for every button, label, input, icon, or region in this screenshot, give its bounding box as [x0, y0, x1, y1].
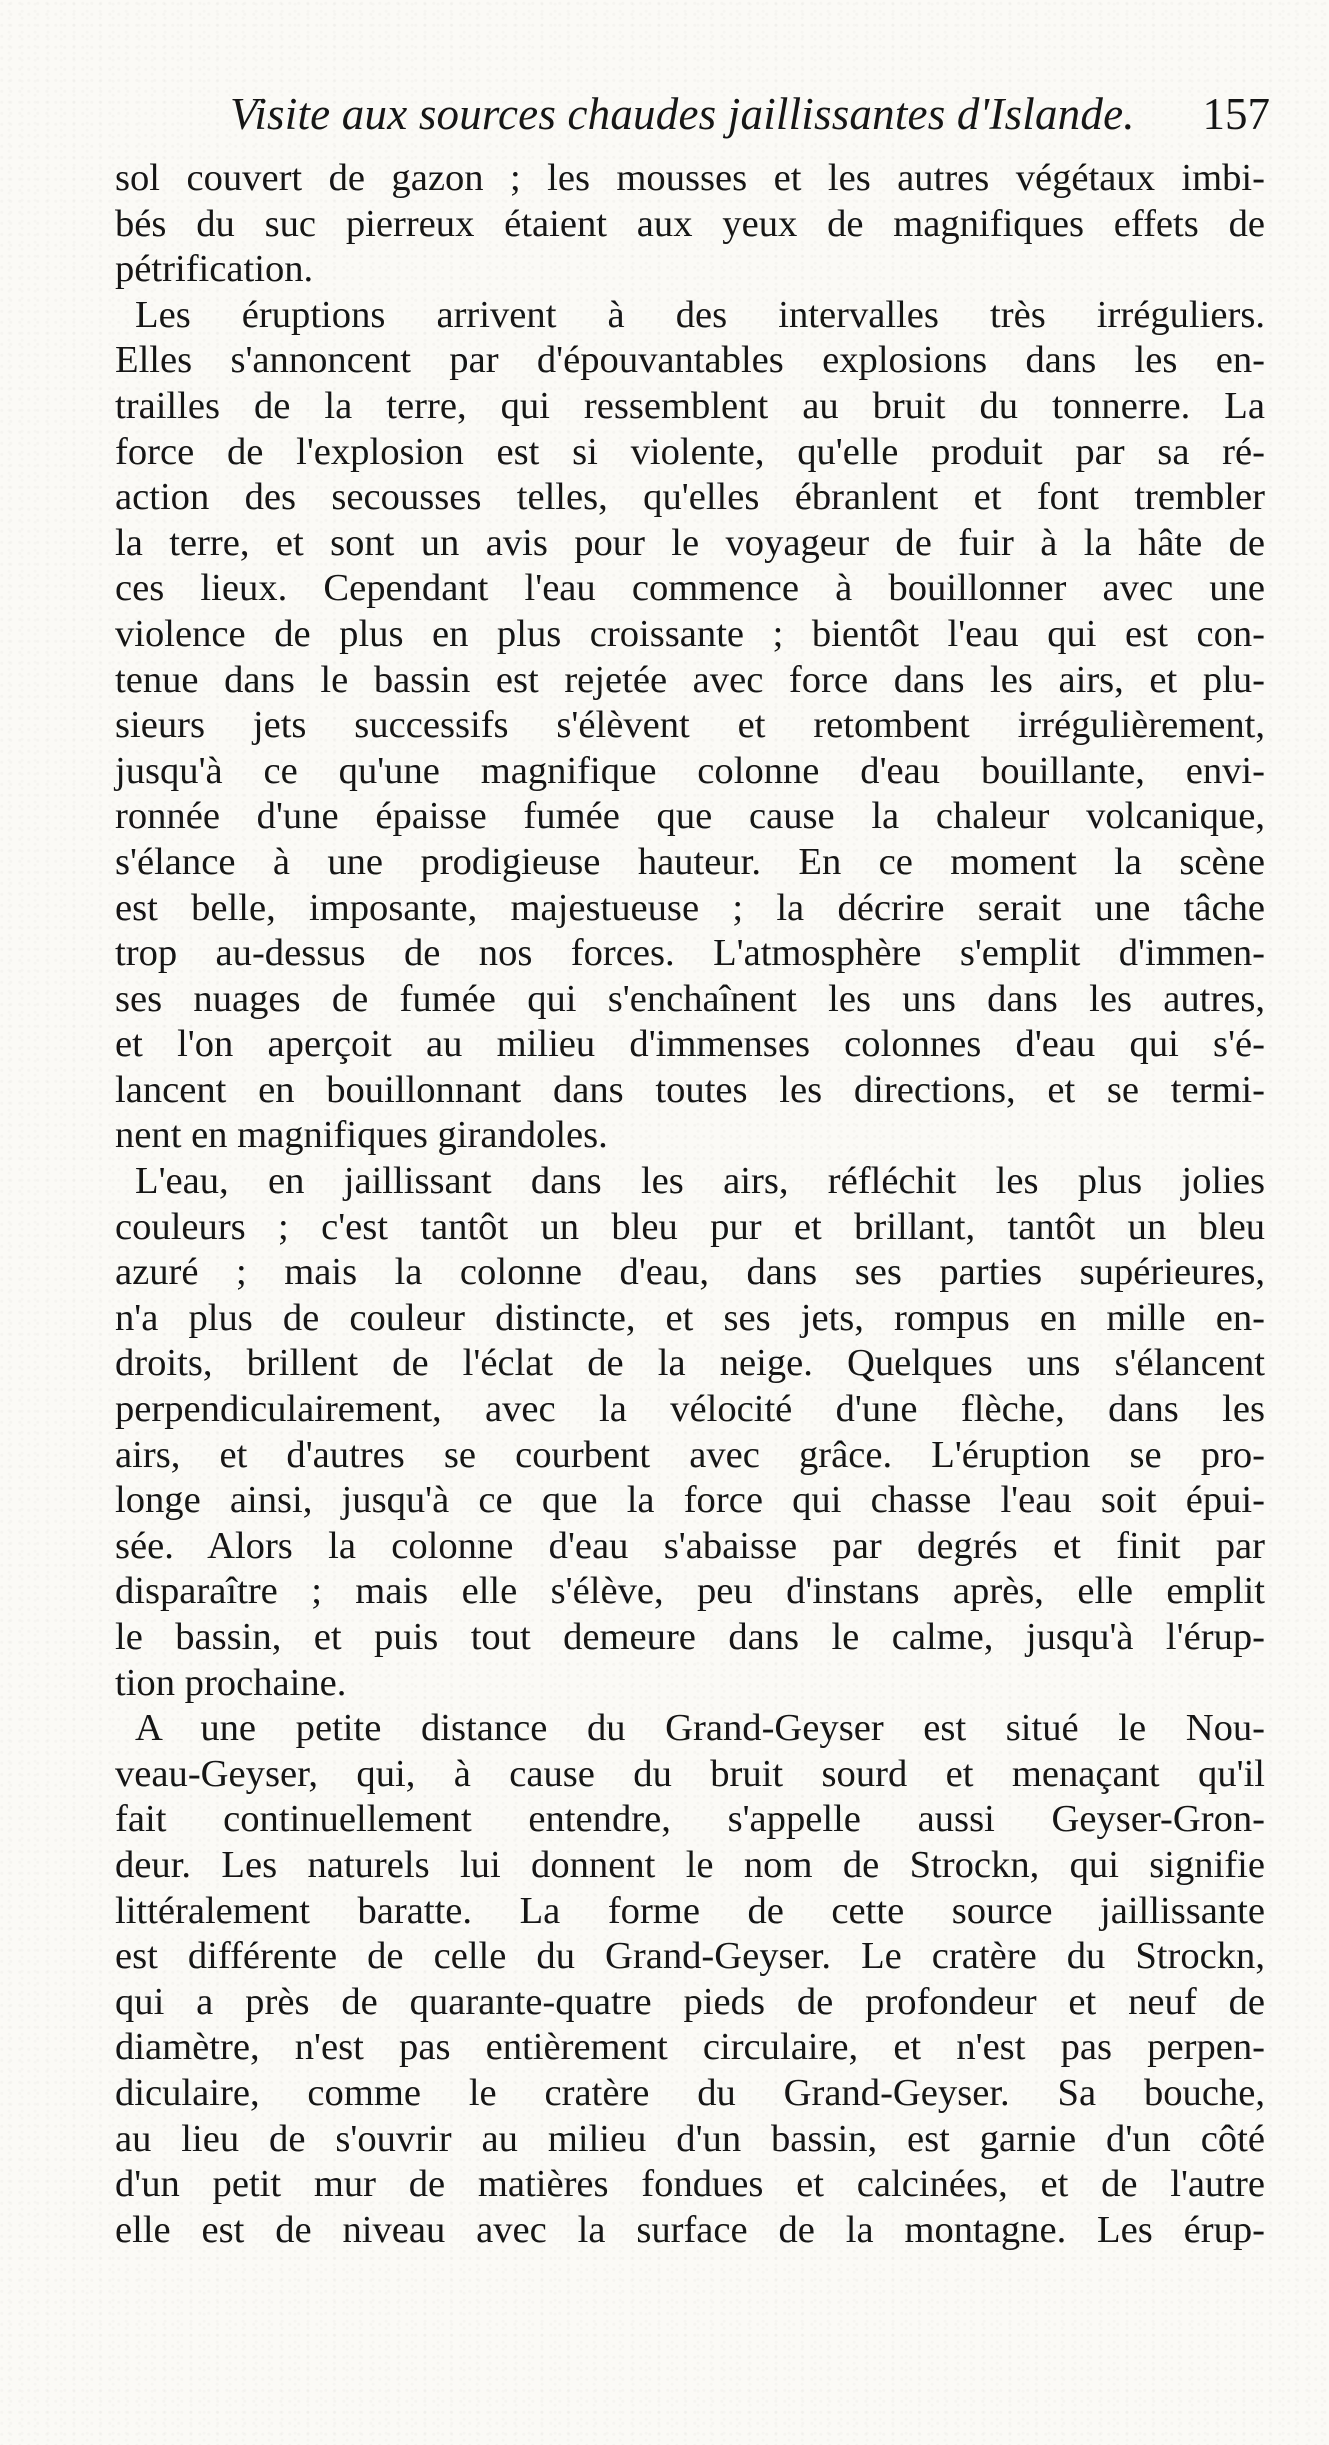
text-line: force de l'explosion est si violente, qu'elle produit par sa ré-	[115, 430, 1265, 473]
text-line: littéralement baratte. La forme de cette source jaillissante	[115, 1889, 1265, 1932]
text-line: couleurs ; c'est tantôt un bleu pur et brillant, tantôt un bleu	[115, 1205, 1265, 1248]
text-line: n'a plus de couleur distincte, et ses jets, rompus en mille en-	[115, 1296, 1265, 1339]
text-line: sée. Alors la colonne d'eau s'abaisse par degrés et finit par	[115, 1524, 1265, 1567]
running-title: Visite aux sources chaudes jaillissantes d'Islande.	[230, 89, 1135, 139]
text-line: qui a près de quarante-quatre pieds de profondeur et neuf de	[115, 1980, 1265, 2023]
text-line: tion prochaine.	[115, 1661, 347, 1704]
text-line: Elles s'annoncent par d'épouvantables explosions dans les en-	[115, 339, 1265, 382]
text-line: ses nuages de fumée qui s'enchaînent les uns dans les autres,	[115, 977, 1265, 1020]
text-line: elle est de niveau avec la surface de la montagne. Les érup-	[115, 2208, 1265, 2251]
text-line: jusqu'à ce qu'une magnifique colonne d'eau bouillante, envi-	[115, 749, 1265, 792]
text-line: disparaître ; mais elle s'élève, peu d'instans après, elle emplit	[115, 1570, 1265, 1613]
text-line: Les éruptions arrivent à des intervalles très irréguliers.	[135, 293, 1265, 336]
text-line: sol couvert de gazon ; les mousses et les autres végétaux imbi-	[115, 157, 1265, 199]
text-line: ces lieux. Cependant l'eau commence à bouillonner avec une	[115, 567, 1265, 610]
text-line: airs, et d'autres se courbent avec grâce. L'éruption se pro-	[115, 1433, 1265, 1476]
text-line: L'eau, en jaillissant dans les airs, réfléchit les plus jolies	[135, 1160, 1265, 1203]
text-line: deur. Les naturels lui donnent le nom de Strockn, qui signifie	[115, 1843, 1265, 1886]
text-line: trailles de la terre, qui ressemblent au bruit du tonnerre. La	[115, 384, 1265, 427]
text-line: trop au-dessus de nos forces. L'atmosphère s'emplit d'immen-	[115, 932, 1265, 975]
text-line: action des secousses telles, qu'elles ébranlent et font trembler	[115, 476, 1265, 519]
text-line: azuré ; mais la colonne d'eau, dans ses parties supérieures,	[115, 1251, 1265, 1294]
text-line: tenue dans le bassin est rejetée avec force dans les airs, et plu-	[115, 658, 1265, 701]
text-line: la terre, et sont un avis pour le voyageur de fuir à la hâte de	[115, 521, 1265, 564]
text-line: est différente de celle du Grand-Geyser. Le cratère du Strockn,	[115, 1935, 1265, 1978]
text-line: diamètre, n'est pas entièrement circulaire, et n'est pas perpen-	[115, 2026, 1265, 2069]
body-text	[115, 156, 1265, 2253]
text-line: sieurs jets successifs s'élèvent et retombent irrégulièrement,	[115, 704, 1265, 747]
text-line: veau-Geyser, qui, à cause du bruit sourd et menaçant qu'il	[115, 1752, 1265, 1795]
text-line: diculaire, comme le cratère du Grand-Geyser. Sa bouche,	[115, 2071, 1265, 2114]
text-line: le bassin, et puis tout demeure dans le calme, jusqu'à l'érup-	[115, 1616, 1265, 1658]
text-line: fait continuellement entendre, s'appelle aussi Geyser-Gron-	[115, 1798, 1265, 1841]
text-line: droits, brillent de l'éclat de la neige. Quelques uns s'élancent	[115, 1342, 1265, 1385]
page-number: 157	[1202, 89, 1270, 139]
text-line: s'élance à une prodigieuse hauteur. En ce moment la scène	[115, 840, 1265, 883]
text-line: violence de plus en plus croissante ; bientôt l'eau qui est con-	[115, 612, 1265, 655]
text-line: au lieu de s'ouvrir au milieu d'un bassin, est garnie d'un côté	[115, 2117, 1265, 2160]
text-line: A une petite distance du Grand-Geyser est situé le Nou-	[135, 1707, 1265, 1750]
text-line: pétrification.	[115, 248, 314, 291]
page-header	[230, 88, 1270, 148]
text-line: lancent en bouillonnant dans toutes les directions, et se termi-	[115, 1068, 1265, 1111]
text-line: nent en magnifiques girandoles.	[115, 1114, 608, 1157]
text-line: ronnée d'une épaisse fumée que cause la chaleur volcanique,	[115, 795, 1265, 838]
text-line: bés du suc pierreux étaient aux yeux de magnifiques effets de	[115, 202, 1265, 245]
text-line: perpendiculairement, avec la vélocité d'une flèche, dans les	[115, 1388, 1265, 1431]
text-line: longe ainsi, jusqu'à ce que la force qui chasse l'eau soit épui-	[115, 1479, 1265, 1522]
text-line: est belle, imposante, majestueuse ; la décrire serait une tâche	[115, 886, 1265, 929]
text-line: et l'on aperçoit au milieu d'immenses colonnes d'eau qui s'é-	[115, 1023, 1265, 1066]
text-line: d'un petit mur de matières fondues et calcinées, et de l'autre	[115, 2163, 1265, 2206]
